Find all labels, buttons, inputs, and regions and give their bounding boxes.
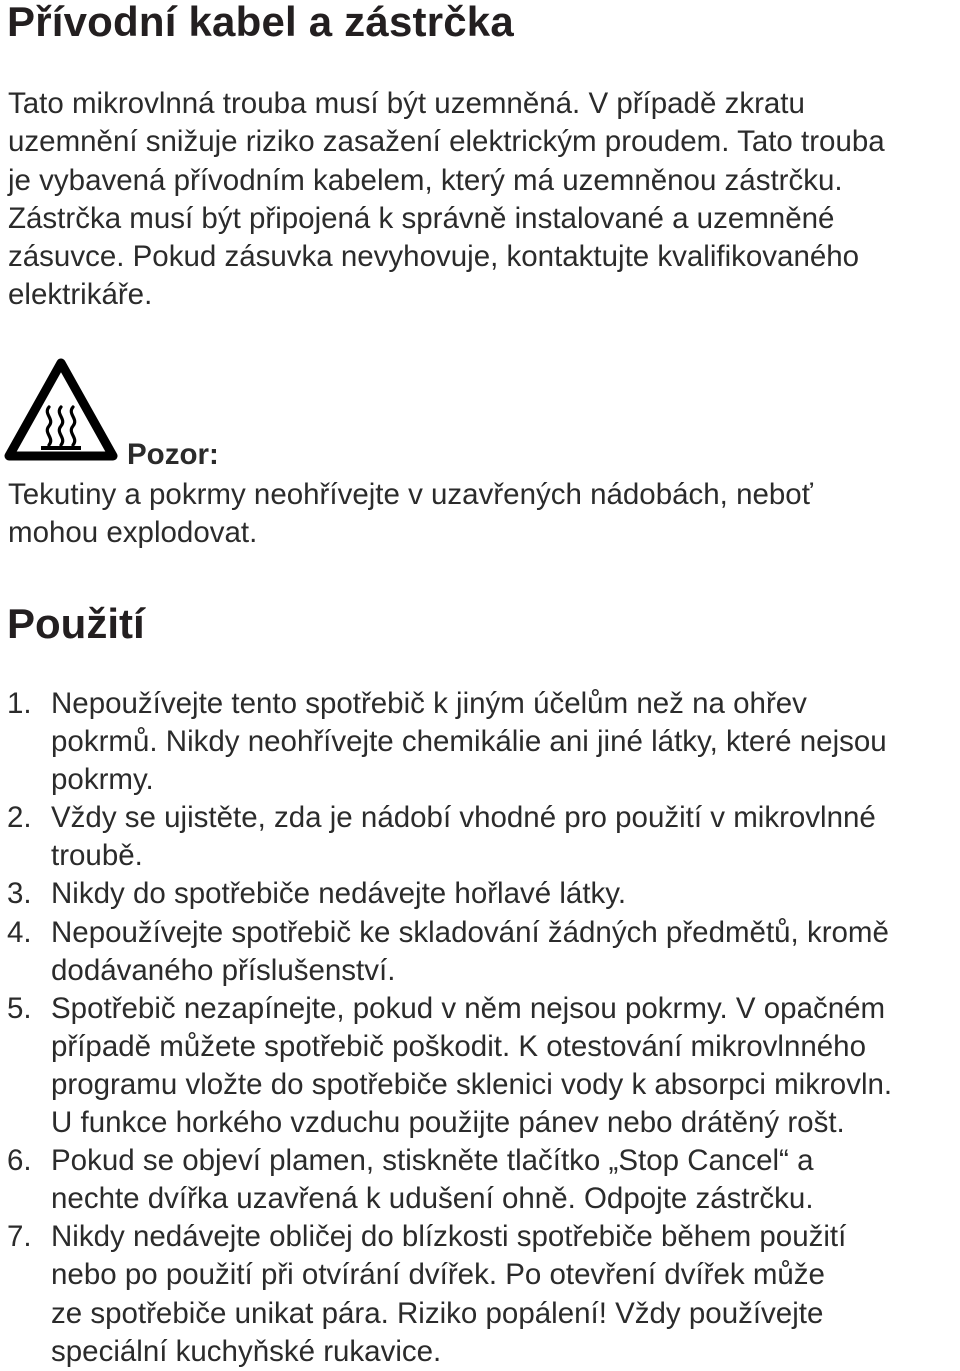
text-line: Vždy se ujistěte, zda je nádobí vhodné pro použití v mikrovlnné bbox=[51, 801, 876, 835]
text-line: Tato mikrovlnná trouba musí být uzemněná. V případě zkratu bbox=[8, 87, 805, 120]
text-line: Nikdy nedávejte obličej do blízkosti spotřebiče během použití bbox=[51, 1220, 847, 1254]
text-line: Nepoužívejte tento spotřebič k jiným účelům než na ohřev bbox=[51, 687, 807, 720]
text-line: programu vložte do spotřebiče sklenici vody k absorpci mikrovln. bbox=[51, 1067, 893, 1101]
item-number: 5. bbox=[7, 991, 32, 1025]
list-item bbox=[0, 1218, 956, 1370]
text-line: ze spotřebiče unikat pára. Riziko popálení! Vždy používejte bbox=[51, 1296, 824, 1330]
text-line: elektrikáře. bbox=[8, 278, 153, 312]
text-line: případě můžete spotřebič poškodit. K otestování mikrovlnného bbox=[51, 1029, 866, 1063]
hot-surface-warning-icon bbox=[4, 357, 118, 461]
text-line: Spotřebič nezapínejte, pokud v něm nejsou pokrmy. V opačném bbox=[51, 991, 886, 1025]
text-line: U funkce horkého vzduchu použijte pánev nebo drátěný rošt. bbox=[51, 1106, 845, 1140]
text-line: Tekutiny a pokrmy neohřívejte v uzavřených nádobách, neboť bbox=[8, 478, 813, 511]
section-title-usage: Použití bbox=[7, 600, 145, 647]
usage-list bbox=[0, 685, 960, 1371]
list-item bbox=[0, 799, 956, 875]
list-item bbox=[0, 990, 956, 1142]
item-number: 3. bbox=[7, 877, 32, 911]
text-line: uzemnění snižuje riziko zasažení elektrickým proudem. Tato trouba bbox=[8, 125, 885, 159]
item-number: 4. bbox=[7, 915, 32, 949]
item-number: 2. bbox=[7, 801, 32, 835]
text-line: nebo po použití při otvírání dvířek. Po otevření dvířek může bbox=[51, 1258, 825, 1292]
warning-label: Pozor: bbox=[127, 438, 219, 471]
text-line: mohou explodovat. bbox=[8, 516, 258, 550]
text-line: pokrmy. bbox=[51, 763, 154, 797]
text-line: zásuvce. Pokud zásuvka nevyhovuje, kontaktujte kvalifikovaného bbox=[8, 240, 860, 274]
text-line: nechte dvířka uzavřená k udušení ohně. Odpojte zástrčku. bbox=[51, 1182, 814, 1216]
text-line: troubě. bbox=[51, 839, 143, 873]
warning-text bbox=[8, 476, 958, 553]
list-item bbox=[0, 685, 956, 799]
list-item bbox=[0, 1142, 956, 1218]
list-item bbox=[0, 914, 956, 990]
text-line: Nikdy do spotřebiče nedávejte hořlavé látky. bbox=[51, 877, 627, 911]
text-line: Pokud se objeví plamen, stiskněte tlačítko „Stop Cancel“ a bbox=[51, 1144, 814, 1178]
text-line: je vybavená přívodním kabelem, který má uzemněnou zástrčku. bbox=[8, 163, 843, 197]
text-line: dodávaného příslušenství. bbox=[51, 953, 396, 987]
text-line: pokrmů. Nikdy neohřívejte chemikálie ani jiné látky, které nejsou bbox=[51, 725, 887, 759]
item-number: 1. bbox=[7, 687, 32, 720]
item-number: 7. bbox=[7, 1220, 32, 1254]
text-line: Nepoužívejte spotřebič ke skladování žádných předmětů, kromě bbox=[51, 915, 889, 949]
text-line: Zástrčka musí být připojená k správně instalované a uzemněné bbox=[8, 201, 835, 235]
list-item bbox=[0, 875, 956, 913]
intro-paragraph bbox=[8, 85, 958, 315]
text-line: speciální kuchyňské rukavice. bbox=[51, 1334, 442, 1368]
section-title-power-cord: Přívodní kabel a zástrčka bbox=[7, 0, 514, 45]
item-number: 6. bbox=[7, 1144, 32, 1178]
